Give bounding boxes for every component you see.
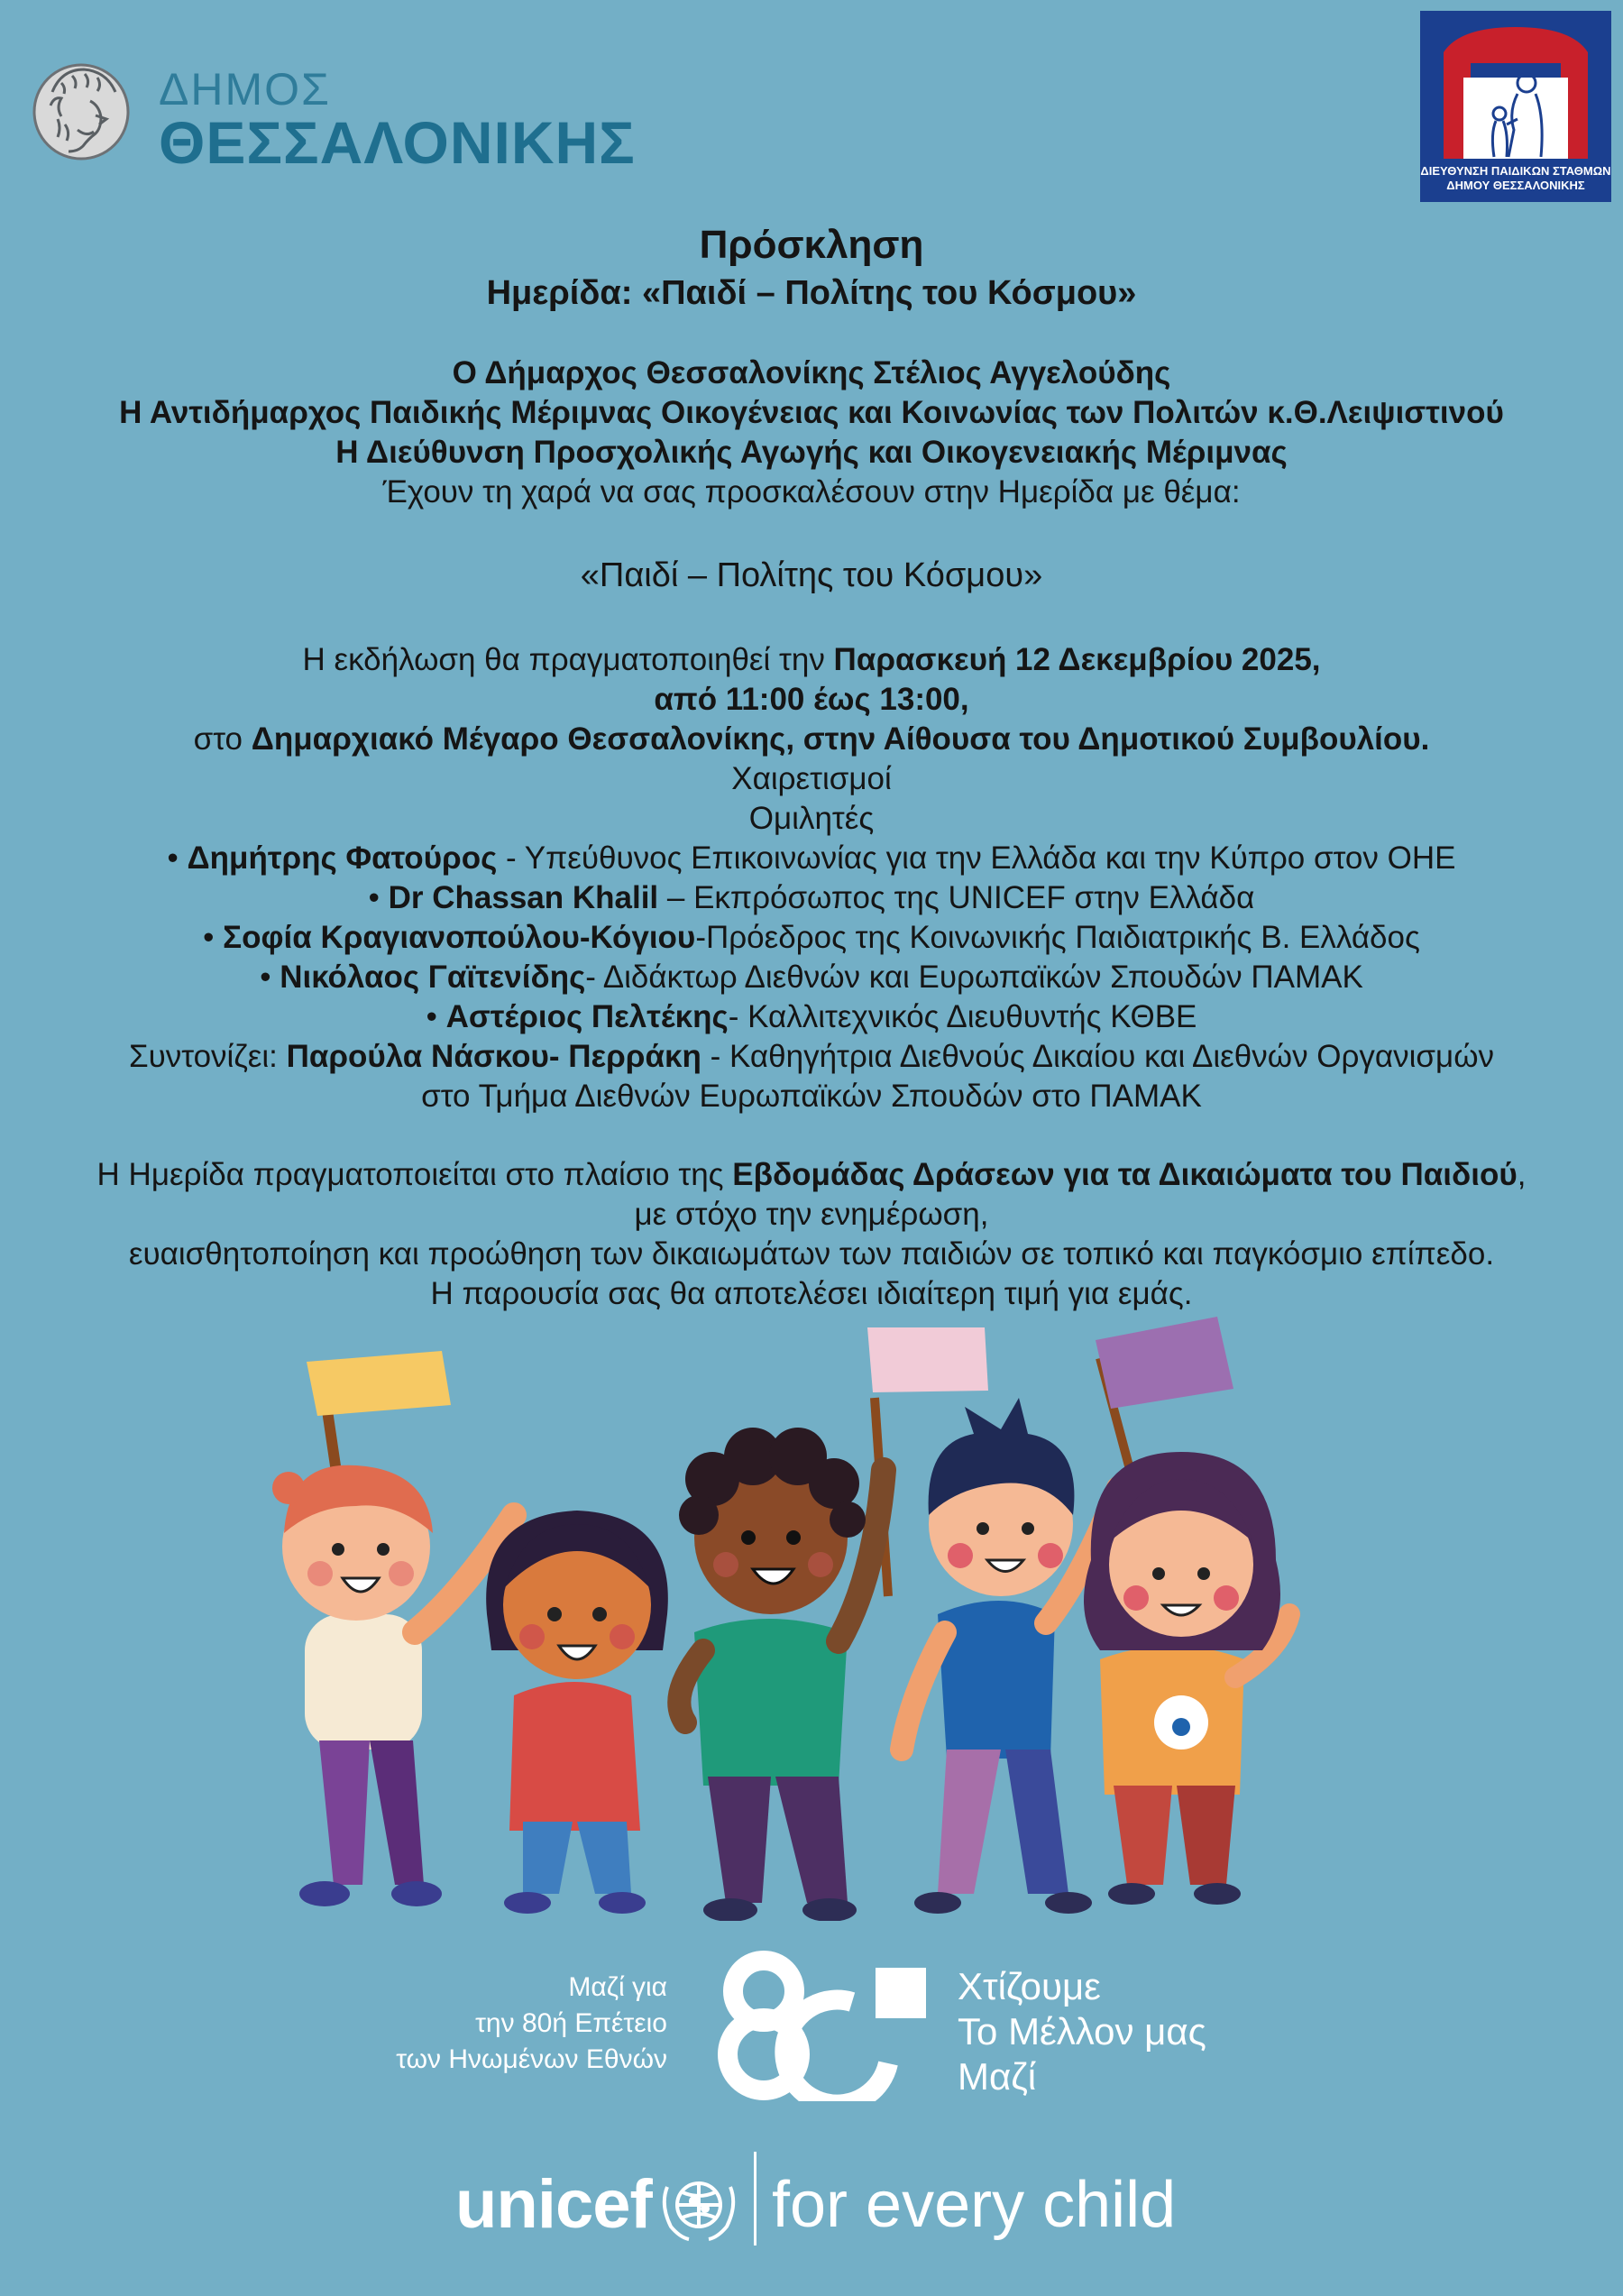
un80-right-line2: Το Μέλλον μας xyxy=(958,2010,1206,2053)
speaker-role: - Καλλιτεχνικός Διευθυντής ΚΘΒΕ xyxy=(728,999,1197,1034)
event-venue-prefix: στο xyxy=(193,721,252,757)
un80-left-line3: των Ηνωμένων Εθνών xyxy=(396,2044,667,2074)
child-5 xyxy=(1084,1452,1289,1905)
host-directorate: Η Διεύθυνση Προσχολικής Αγωγής και Οικογενειακής Μέριμνας xyxy=(335,435,1288,470)
host-mayor: Ο Δήμαρχος Θεσσαλονίκης Στέλιος Αγγελούδης xyxy=(452,355,1171,390)
event-time: από 11:00 έως 13:00, xyxy=(654,682,969,717)
un80-logo-icon xyxy=(717,1948,933,2101)
event-theme: «Παιδί – Πολίτης του Κόσμου» xyxy=(580,556,1043,594)
speaker-item: • Νικόλαος Γαϊτενίδης- Διδάκτωρ Διεθνών και Ευρωπαϊκών Σπουδών ΠΑΜΑΚ xyxy=(260,960,1363,995)
dimos-name-top: ΔΗΜΟΣ xyxy=(159,64,331,115)
invitation-subtitle: Ημερίδα: «Παιδί – Πολίτης του Κόσμου» xyxy=(486,274,1137,312)
speaker-item: • Σοφία Κραγιανοπούλου-Κόγιου-Πρόεδρος της Κοινωνικής Παιδιατρικής Β. Ελλάδος xyxy=(203,920,1420,955)
speaker-role: -Πρόεδρος της Κοινωνικής Παιδιατρικής Β. Ελλάδος xyxy=(695,920,1420,955)
unicef-divider xyxy=(754,2152,756,2245)
un80-left-text xyxy=(298,1970,667,2078)
mother-child-icon xyxy=(1436,23,1595,159)
un80-right-text xyxy=(958,1964,1206,2099)
moderator-role: - Καθηγήτρια Διεθνούς Δικαίου και Διεθνών Οργανισμών xyxy=(701,1039,1495,1074)
speaker-name: Σοφία Κραγιανοπούλου-Κόγιου xyxy=(223,920,696,955)
event-date: Παρασκευή 12 Δεκεμβρίου 2025, xyxy=(833,642,1321,677)
speaker-item: • Dr Chassan Khalil – Εκπρόσωπος της UNICEF στην Ελλάδα xyxy=(368,880,1255,915)
speaker-role: - Υπεύθυνος Επικοινωνίας για την Ελλάδα και την Κύπρο στον ΟΗΕ xyxy=(497,840,1456,876)
unicef-emblem-icon xyxy=(660,2169,738,2241)
speaker-name: Νικόλαος Γαϊτενίδης xyxy=(280,960,586,995)
invitation-title: Πρόσκληση xyxy=(699,223,924,267)
un80-left-line2: την 80ή Επέτειο xyxy=(475,2008,667,2038)
context-line-3: ευαισθητοποίηση και προώθηση των δικαιωμάτων των παιδιών σε τοπικό και παγκόσμιο επίπεδο. xyxy=(128,1236,1495,1272)
speaker-name: Δημήτρης Φατούρος xyxy=(187,840,498,876)
moderator-name: Παρούλα Νάσκου- Περράκη xyxy=(286,1039,701,1074)
badge-text-line1: ΔΙΕΥΘΥΝΣΗ ΠΑΙΔΙΚΩΝ ΣΤΑΘΜΩΝ xyxy=(1420,164,1611,178)
speaker-role: – Εκπρόσωπος της UNICEF στην Ελλάδα xyxy=(658,880,1255,915)
speaker-role: - Διδάκτωρ Διεθνών και Ευρωπαϊκών Σπουδών ΠΑΜΑΚ xyxy=(585,960,1363,995)
greetings-label: Χαιρετισμοί xyxy=(731,761,892,796)
child-4 xyxy=(902,1398,1118,1914)
un80-right-line3: Μαζί xyxy=(958,2055,1037,2098)
rights-week: Εβδομάδας Δράσεων για τα Δικαιώματα του Παιδιού xyxy=(732,1157,1518,1192)
context-line-4: Η παρουσία σας θα αποτελέσει ιδιαίτερη τιμή για εμάς. xyxy=(430,1276,1193,1311)
event-venue-line xyxy=(0,720,1623,759)
alexander-head-icon xyxy=(25,56,142,173)
host-deputy-mayor: Η Αντιδήμαρχος Παιδικής Μέριμνας Οικογένειας και Κοινωνίας των Πολιτών κ.Θ.Λειψιστινού xyxy=(119,395,1504,430)
unicef-wordmark: unicef xyxy=(455,2166,652,2243)
badge-text-line2: ΔΗΜΟΥ ΘΕΣΣΑΛΟΝΙΚΗΣ xyxy=(1446,179,1585,192)
event-date-line xyxy=(0,640,1623,680)
speaker-name: Dr Chassan Khalil xyxy=(388,880,659,915)
children-flags-illustration xyxy=(252,1308,1371,1921)
speakers-label: Ομιλητές xyxy=(748,801,875,836)
event-date-prefix: Η εκδήλωση θα πραγματοποιηθεί την xyxy=(302,642,834,677)
child-2 xyxy=(486,1511,668,1914)
un80-right-line1: Χτίζουμε xyxy=(958,1965,1101,2007)
invitation-intro: Έχουν τη χαρά να σας προσκαλέσουν στην Ημερίδα με θέμα: xyxy=(382,474,1241,510)
speaker-name: Αστέριος Πελτέκης xyxy=(445,999,729,1034)
child-1 xyxy=(272,1465,514,1906)
context-line-2: με στόχο την ενημέρωση, xyxy=(634,1197,989,1232)
speaker-item: • Δημήτρης Φατούρος - Υπεύθυνος Επικοινωνίας για την Ελλάδα και την Κύπρο στον ΟΗΕ xyxy=(167,840,1456,876)
speaker-item: • Αστέριος Πελτέκης- Καλλιτεχνικός Διευθυντής ΚΘΒΕ xyxy=(426,999,1197,1034)
un80-left-line1: Μαζί για xyxy=(568,1972,667,2002)
context-line: Η Ημερίδα πραγματοποιείται στο πλαίσιο της Εβδομάδας Δράσεων για τα Δικαιώματα του Παιδιού, xyxy=(96,1157,1527,1192)
event-venue: Δημαρχιακό Μέγαρο Θεσσαλονίκης, στην Αίθουσα του Δημοτικού Συμβουλίου. xyxy=(251,721,1430,757)
unicef-slogan: for every child xyxy=(772,2169,1177,2241)
dimos-name-bottom: ΘΕΣΣΑΛΟΝΙΚΗΣ xyxy=(159,109,636,176)
child-3 xyxy=(679,1428,884,1921)
moderator-role-line2: στο Τμήμα Διεθνών Ευρωπαϊκών Σπουδών στο ΠΑΜΑΚ xyxy=(421,1079,1202,1114)
nursery-directorate-badge xyxy=(1420,11,1611,202)
dimos-logo xyxy=(25,56,638,176)
moderator-line: Συντονίζει: Παρούλα Νάσκου- Περράκη - Καθηγήτρια Διεθνούς Δικαίου και Διεθνών Οργανισμών xyxy=(128,1039,1495,1074)
